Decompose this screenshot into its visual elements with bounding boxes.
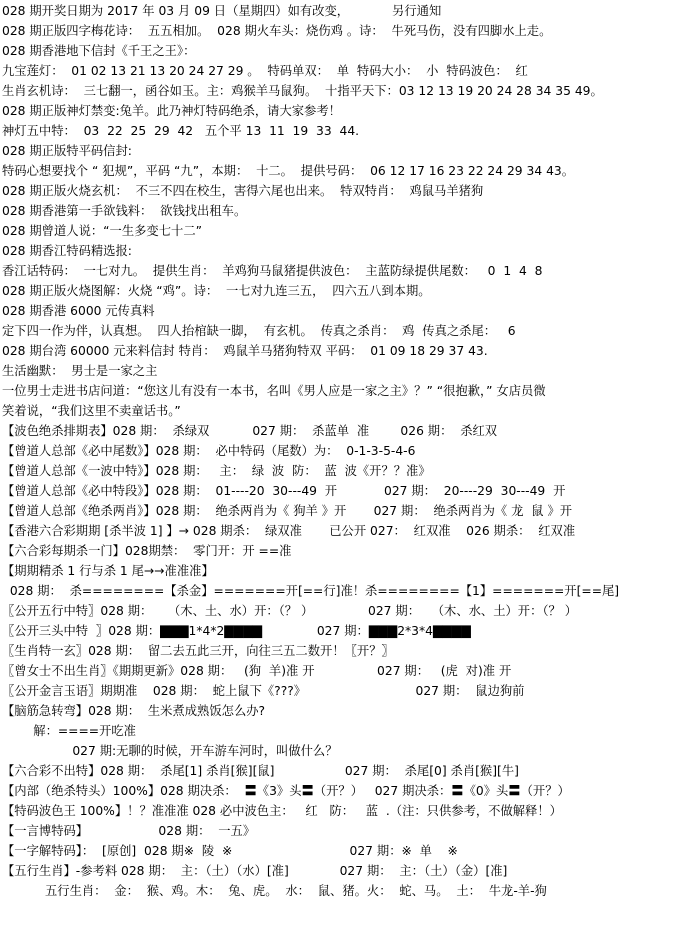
text-line-7: 神灯五中特： 03 22 25 29 42 五个平 13 11 19 33 44. [2, 124, 360, 138]
text-line-43: 【一字解特码】： [原创] 028 期※ 陵 ※ 027 期：※ 单 ※ [2, 844, 458, 858]
text-line-33: 〖生肖特一玄〗028 期： 留二去五此三开，向往三五二数开！〖开？〗 [2, 644, 394, 658]
text-line-31: 〖公开五行中特〗028 期： （木、土、水）开：（？ ） 027 期： （木、水、土）开：（？ ） [2, 604, 578, 618]
text-line-16: 028 期香港 6000 元传真料 [2, 304, 155, 318]
text-line-28: 【六合彩每期杀一门】028期禁： 零门开：开 ==准 [2, 544, 292, 558]
text-line-42: 【一言博特码】 028 期： 一五》 [2, 824, 256, 838]
text-line-4: 九宝莲灯： 01 02 13 21 13 20 24 27 29 。 特码单双： 单 特码大小： 小 特码波色： 红 [2, 64, 528, 78]
text-line-18: 028 期台湾 60000 元来料信封 特肖： 鸡鼠羊马猪狗特双 平码： 01 09 18 29 37 43. [2, 344, 488, 358]
text-line-5: 生肖玄机诗： 三七翻一，函谷如玉。主：鸡猴羊马鼠狗。 十指平天下：03 12 13 19 20 24 28 34 35 49。 [2, 84, 603, 98]
text-line-44: 【五行生肖】-参考料 028 期： 主：（土）（水）[准] 027 期： 主：（土）（金）[准] [2, 864, 508, 878]
text-line-40: 【内部（绝杀特头）100%】028 期决杀： 〓《3》头〓（开？） 027 期决杀：〓《0》头〓（开？） [2, 784, 570, 798]
text-line-27: 【香港六合彩期期 [杀半波 1] 】→ 028 期杀： 绿双准 已公开 027： 红双准 026 期杀： 红双准 [2, 524, 576, 538]
text-line-34: 〖曾女士不出生肖〗《期期更新》028 期： (狗 羊)准 开 027 期： (虎 对)准 开 [2, 664, 512, 678]
text-line-32: 〖公开三头中特 〗028 期：▇▇▇1*4*2▇▇▇▇ 027 期：▇▇▇2*3*4▇▇▇▇ [2, 624, 471, 638]
text-line-23: 【曾道人总部《必中尾数》】028 期： 必中特码（尾数）为： 0-1-3-5-4-6 [2, 444, 416, 458]
text-line-22: 【波色绝杀排期表】028 期： 杀绿双 027 期： 杀蓝单 准 026 期： 杀红双 [2, 424, 498, 438]
text-line-24: 【曾道人总部《一波中特》】028 期： 主： 绿 波 防： 蓝 波《开？？准》 [2, 464, 431, 478]
text-line-19: 生活幽默： 男士是一家之主 [2, 364, 158, 378]
text-line-17: 定下四一作为伴，认真想。 四人抬棺缺一脚， 有玄机。 传真之杀肖： 鸡 传真之杀尾： 6 [2, 324, 516, 338]
text-line-35: 〖公开金言玉语〗期期准 028 期： 蛇上鼠下《???》 027 期： 鼠边狗前 [2, 684, 525, 698]
text-line-30: 028 期： 杀========【杀金】=======开[==行]准！杀========【1】=======开[==尾] [2, 584, 620, 598]
text-line-25: 【曾道人总部《必中特段》】028 期： 01----20 30---49 开 027 期： 20----29 30---49 开 [2, 484, 566, 498]
text-line-29: 【期期精杀 1 行与杀 1 尾→→准准准】 [2, 564, 214, 578]
text-line-38: 027 期:无聊的时候，开车游车河时，叫做什么？ [2, 744, 338, 758]
text-line-45: 五行生肖： 金： 猴、鸡。木： 兔、虎。 水： 鼠、猪。火： 蛇、马。 土： 牛龙-羊-狗 [2, 884, 547, 898]
text-line-1: 028 期开奖日期为 2017 年 03 月 09 日（星期四）如有改变， 另行通知 [2, 4, 442, 18]
text-line-3: 028 期香港地下信封《千王之王》： [2, 44, 196, 58]
text-line-2: 028 期正版四字梅花诗： 五五相加。 028 期火车头：烧伤鸡 。诗： 牛死马伤，没有四脚水上走。 [2, 24, 552, 38]
text-line-13: 028 期香江特码精选报: [2, 244, 132, 258]
text-line-11: 028 期香港第一手欲钱料： 欲钱找出租车。 [2, 204, 247, 218]
text-line-39: 【六合彩不出特】028 期： 杀尾[1] 杀肖[猴][鼠] 027 期： 杀尾[0] 杀肖[猴][牛] [2, 764, 519, 778]
text-line-36: 【脑筋急转弯】028 期： 生米煮成熟饭怎么办? [2, 704, 266, 718]
text-line-14: 香江话特码： 一七对九。 提供生肖： 羊鸡狗马鼠猪提供波色： 主蓝防绿提供尾数： 0 1 4 8 [2, 264, 543, 278]
text-line-10: 028 期正版火烧玄机： 不三不四在校生，害得六尾也出来。 特双特肖： 鸡鼠马羊猪狗 [2, 184, 484, 198]
text-line-41: 【特码波色王 100%】！？准准准 028 必中波色主： 红 防： 蓝 .（注：只供参考，不做解释！） [2, 804, 562, 818]
text-line-12: 028 期曾道人说：“一生多变七十二” [2, 224, 202, 238]
text-line-37: 解：====开吃准 [2, 724, 136, 738]
text-line-8: 028 期正版特平码信封: [2, 144, 132, 158]
text-line-26: 【曾道人总部《绝杀两肖》】028 期： 绝杀两肖为《 狗羊 》开 027 期： 绝杀两肖为《 龙 鼠 》开 [2, 504, 573, 518]
text-line-9: 特码心想要找个 “ 犯规”，平码 “九”，本期： 十二。 提供号码： 06 12 17 16 23 22 24 29 34 43。 [2, 164, 575, 178]
text-line-21: 笑着说，“我们这里不卖童话书。” [2, 404, 181, 418]
text-line-20: 一位男士走进书店问道：“您这儿有没有一本书，名叫《男人应是一家之主》？” “很抱歉，” 女店员微 [2, 384, 546, 398]
text-line-6: 028 期正版神灯禁变:兔羊。此乃神灯特码绝杀，请大家参考！ [2, 104, 341, 118]
text-line-15: 028 期正版火烧图解：火烧 “鸡”。诗： 一七对九连三五， 四六五八到本期。 [2, 284, 431, 298]
